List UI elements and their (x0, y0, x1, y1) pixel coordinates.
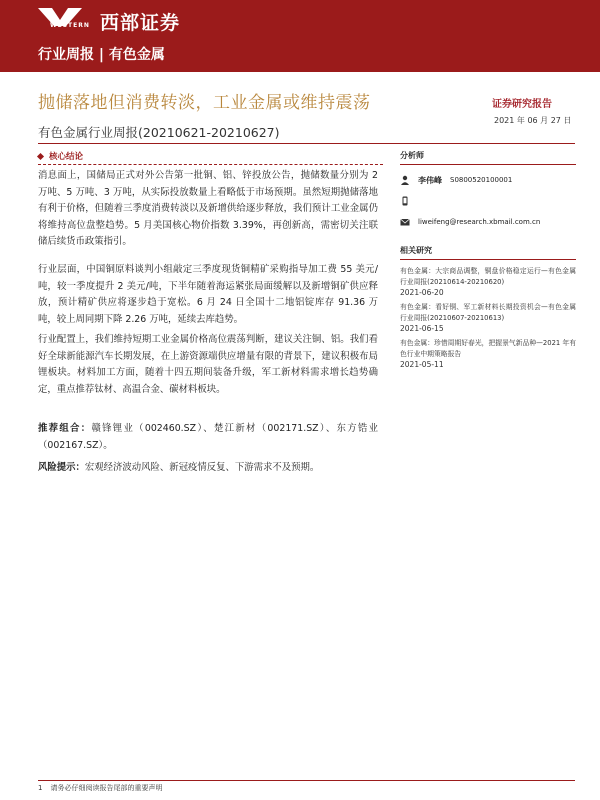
related-item[interactable]: 有色金属：看好铜、军工新材料长期投资机会—有色金属行业周报(20210607-20210613) (400, 303, 576, 322)
section-heading-text: 核心结论 (49, 152, 84, 162)
related-date: 2021-05-11 (400, 360, 444, 369)
related-item[interactable]: 有色金属：大宗商品调整，铜盘价格稳定运行—有色金属行业周报(20210614-20210620) (400, 267, 576, 286)
report-subtitle: 有色金属行业周报(20210621-20210627) (38, 125, 280, 140)
analyst-email[interactable]: liweifeng@research.xbmail.com.cn (418, 218, 541, 226)
phone-icon (400, 196, 410, 206)
related-divider (400, 259, 576, 260)
person-icon (400, 175, 410, 185)
risk-label: 风险提示： (38, 462, 85, 473)
portfolio-label: 推荐组合： (38, 423, 92, 434)
analyst-title: 分析师 (400, 151, 424, 160)
related-date: 2021-06-15 (400, 324, 444, 333)
analyst-info (400, 171, 576, 189)
related-title: 相关研究 (400, 246, 432, 255)
page-number: 1 (38, 784, 43, 792)
section-divider (38, 164, 383, 165)
paragraph-market-news: 消息面上，国储局正式对外公告第一批铜、铝、锌投放公告，抛储数量分别为 2 万吨、5 万吨、3 万吨，从实际投放数量上看略低于市场预期。虽然短期抛储落地有利于价格，但随着三季度消费转淡以及新增供给逐步释放，我们预计工业金属仍将维持高位盘整趋势。5 月美国核心物价指数 3.39%，再创新高，需密切关注联储后续货币政策指引。 (38, 170, 378, 247)
logo (36, 6, 206, 32)
risk-text: 宏观经济波动风险、新冠疫情反复、下游需求不及预期。 (84, 462, 320, 473)
paragraph-portfolio (38, 421, 378, 454)
report-category-tag: 证券研究报告 (492, 99, 552, 110)
brand-name: 西部证券 (100, 12, 181, 34)
logo-text: WESTERN (50, 22, 90, 29)
report-title: 抛储落地但消费转淡，工业金属或维持震荡 (38, 93, 371, 113)
paragraph-allocation: 行业配置上，我们维持短期工业金属价格高位震荡判断，建议关注铜、铝。我们看好全球新能源汽车长期发展，在上游资源端供应增量有限的背景下，建议积极布局锂板块。材料加工方面，随着十四五期间装备升级，军工新材料需求增长趋势确定，重点推荐钛材、高温合金、碳材料板块。 (38, 334, 378, 395)
analyst-name: 李伟峰 (418, 175, 442, 185)
sidebar (400, 150, 576, 374)
report-date: 2021 年 06 月 27 日 (494, 116, 572, 125)
report-type: 行业周报 | 有色金属 (38, 47, 165, 63)
disclaimer-note: 请务必仔细阅读报告尾部的重要声明 (50, 784, 163, 792)
related-research (400, 245, 576, 369)
related-date: 2021-06-20 (400, 288, 444, 297)
paragraph-industry: 行业层面，中国铜原料谈判小组敲定三季度现货铜精矿采购指导加工费 55 美元/吨，较一季度提升 2 美元/吨，下半年随着海运紧张局面缓解以及新增铜矿供应释放，预计精矿供应将逐步趋于宽松。6 月 24 日全国十二地铝锭库存 91.36 万吨，较上周同期下降 2.26 万吨，延续去库趋势。 (38, 264, 378, 325)
analyst-phone-row (400, 192, 576, 210)
portfolio-text: 赣锋锂业（002460.SZ）、楚江新材（002171.SZ）、东方锆业（002167.SZ）。 (38, 423, 378, 451)
email-icon (400, 217, 410, 227)
footer (38, 783, 162, 793)
related-item[interactable]: 有色金属：珍惜周期好春光，把握景气新品种—2021 年有色行业中期策略报告 (400, 339, 576, 358)
title-divider (38, 143, 575, 144)
footer-divider (38, 780, 575, 781)
header-bar (0, 0, 600, 72)
diamond-bullet-icon (37, 153, 44, 160)
section-heading (38, 150, 83, 162)
analyst-email-row (400, 213, 576, 231)
paragraph-risk (38, 460, 378, 477)
analyst-certificate: S0800520100001 (450, 176, 513, 184)
analyst-divider (400, 164, 576, 165)
